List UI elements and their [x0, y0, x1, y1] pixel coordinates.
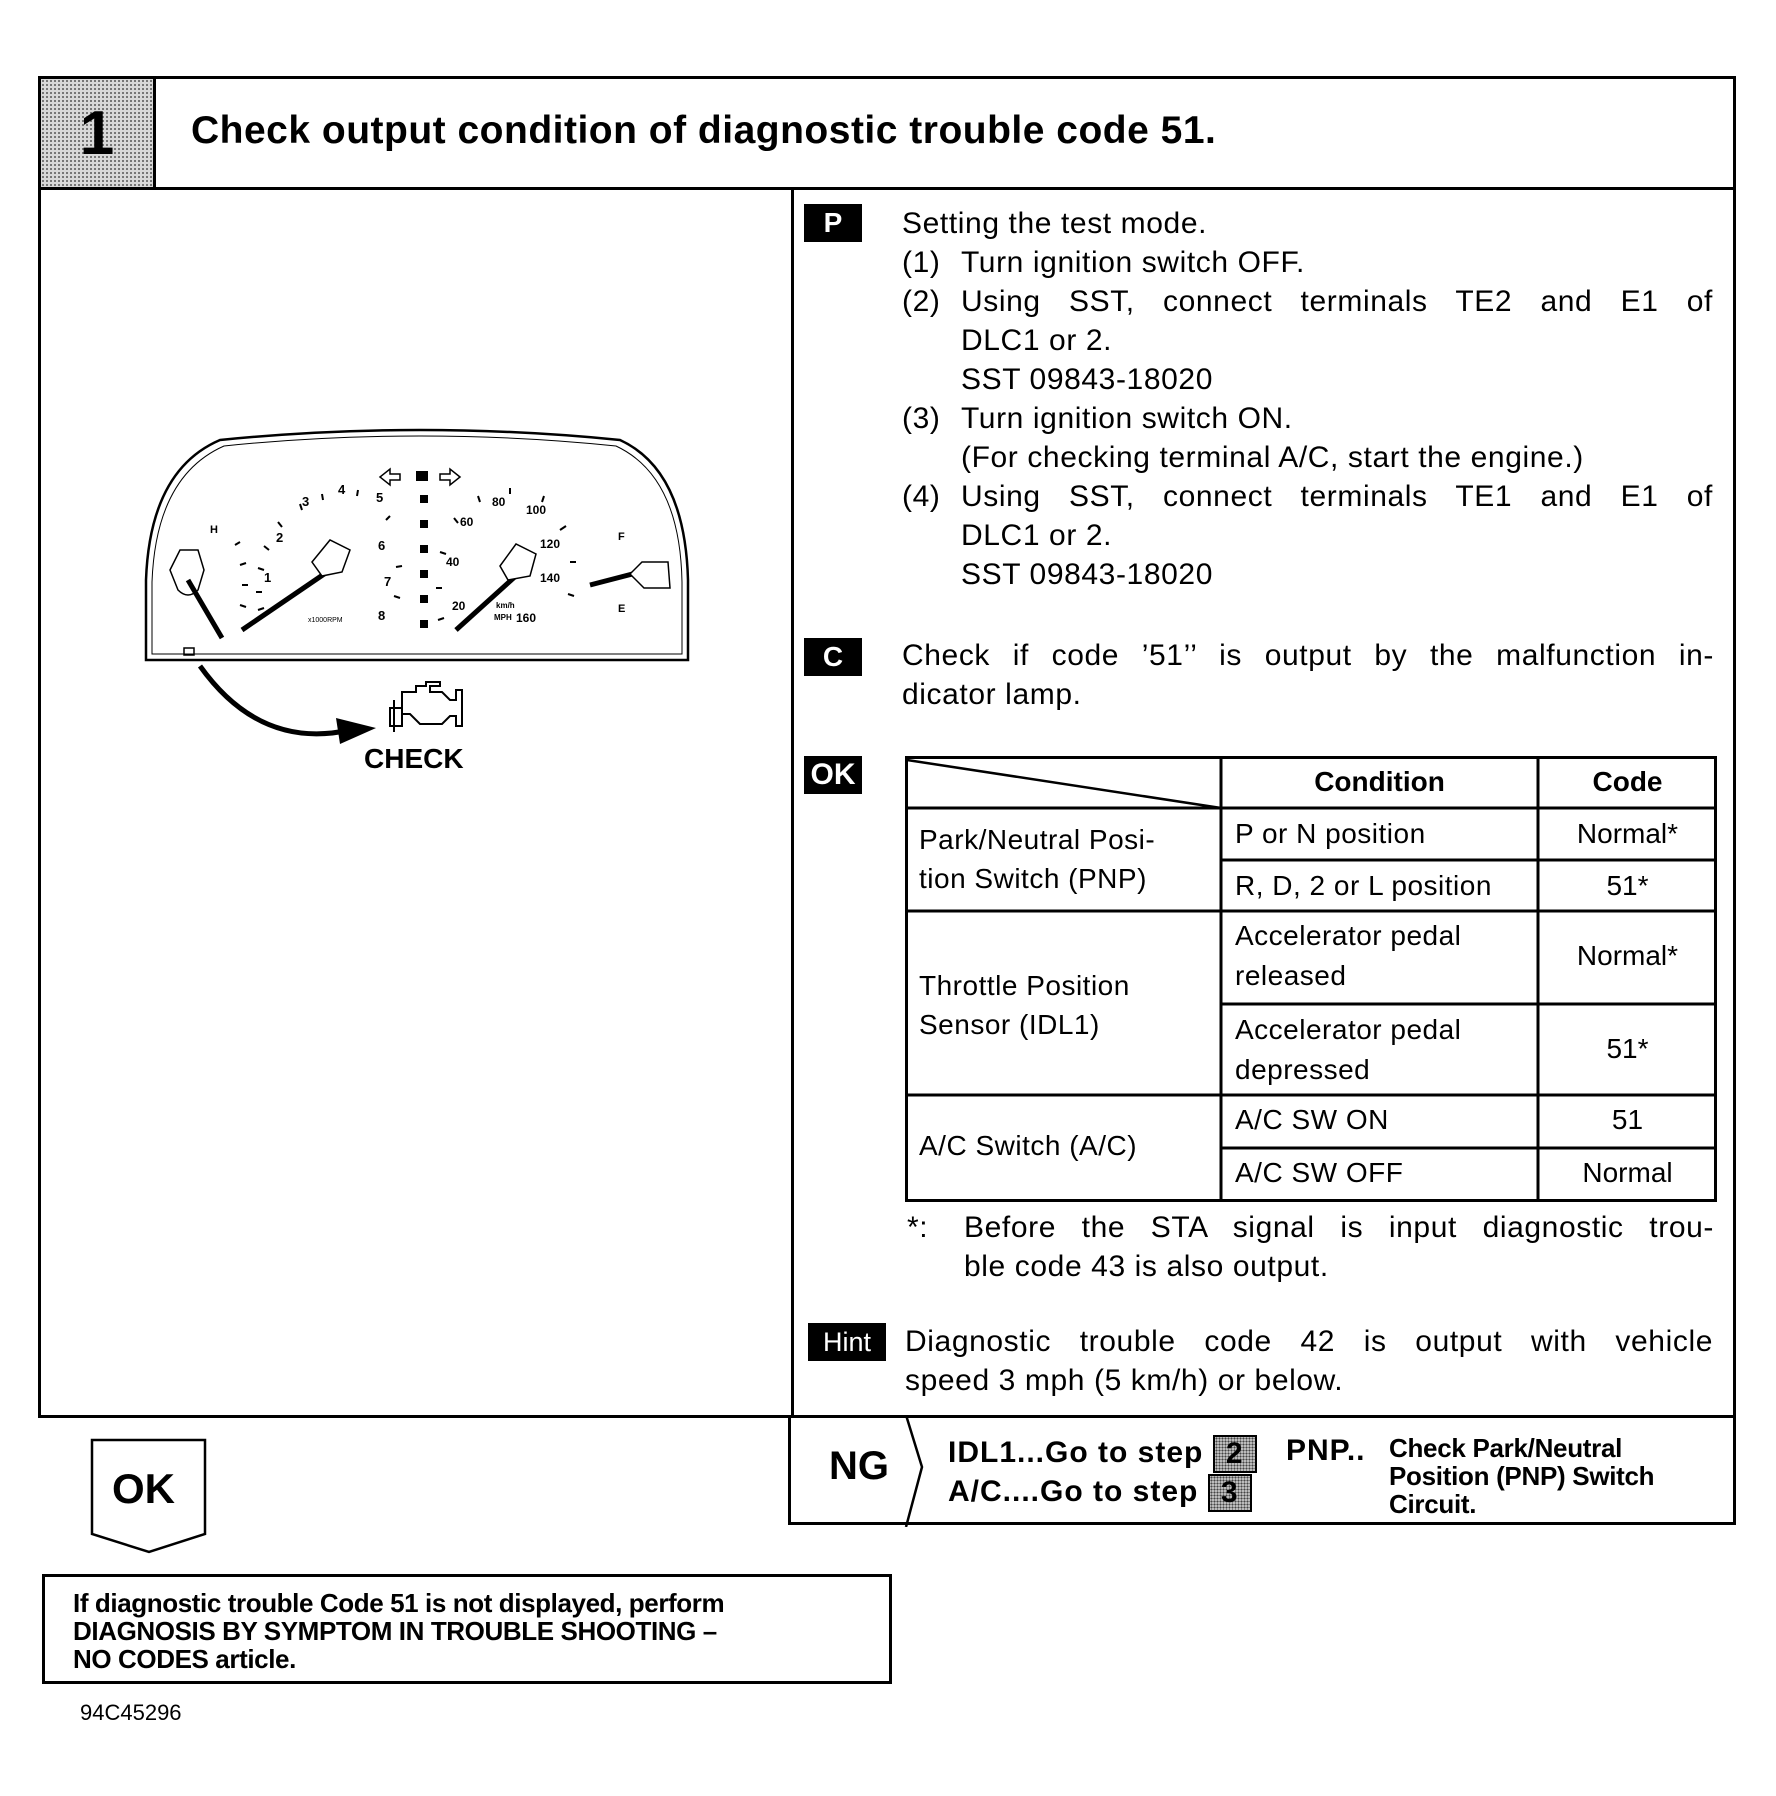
svg-text:7: 7	[384, 574, 392, 589]
group-ac-name: A/C Switch (A/C)	[919, 1130, 1138, 1161]
ng-actions	[948, 1434, 1257, 1512]
svg-text:E: E	[618, 603, 626, 615]
instrument-cluster-illustration	[140, 330, 700, 800]
turn-left-icon	[380, 469, 400, 485]
ng-label: NG	[829, 1444, 889, 1488]
footnote-mark: *:	[907, 1211, 929, 1244]
check-badge: C	[804, 638, 862, 676]
svg-text:6: 6	[378, 538, 386, 553]
svg-text:x1000RPM: x1000RPM	[308, 617, 343, 624]
step-4-text: Using SST, connect terminals TE1 and E1 of	[961, 480, 1713, 513]
arrow-icon	[336, 718, 376, 744]
svg-text:120: 120	[540, 537, 561, 551]
goto-step-2-link[interactable]: 2	[1213, 1435, 1257, 1473]
instrument-cluster-figure	[140, 330, 700, 805]
ok-result-label: OK	[112, 1465, 175, 1512]
step-number: 1	[41, 79, 156, 187]
step-2-num: (2)	[902, 285, 941, 318]
hint-text: Diagnostic trouble code 42 is output with vehicle	[905, 1325, 1713, 1358]
svg-text:60: 60	[460, 515, 474, 529]
code-rd2l: 51*	[1606, 870, 1649, 901]
cond-rd2l: R, D, 2 or L position	[1235, 870, 1492, 901]
svg-text:5: 5	[376, 490, 384, 505]
group-pnp-name: Park/Neutral Posi- tion Switch (PNP)	[919, 824, 1156, 894]
step-4-num: (4)	[902, 480, 941, 513]
header-code: Code	[1592, 766, 1663, 797]
ng-pnp-label: PNP..	[1286, 1434, 1366, 1467]
code-pedal-released: Normal*	[1576, 940, 1679, 971]
step-1-num: (1)	[902, 246, 941, 279]
svg-text:H: H	[210, 524, 218, 536]
figure-code: 94C45296	[80, 1700, 182, 1725]
step-3-num: (3)	[902, 402, 941, 435]
step-4-sst: SST 09843-18020	[961, 558, 1213, 591]
gear-indicator	[420, 495, 428, 628]
column-divider	[791, 187, 794, 1415]
hint-text-2: speed 3 mph (5 km/h) or below.	[905, 1364, 1344, 1397]
code-ac-off: Normal	[1582, 1157, 1673, 1188]
ng-ac-text: A/C....Go to step	[948, 1475, 1199, 1509]
procedure-badge: P	[804, 204, 862, 242]
cond-ac-off: A/C SW OFF	[1235, 1157, 1404, 1188]
svg-text:3: 3	[302, 494, 310, 509]
svg-text:80: 80	[492, 495, 506, 509]
svg-text:4: 4	[338, 482, 346, 497]
cond-ac-on: A/C SW ON	[1235, 1104, 1389, 1135]
code-p-or-n: Normal*	[1576, 818, 1679, 849]
svg-text:1: 1	[264, 570, 272, 585]
ng-idl1-text: IDL1...Go to step	[948, 1436, 1204, 1469]
svg-text:20: 20	[452, 599, 466, 613]
dtc-table	[905, 756, 1717, 1202]
step-2-text-2: DLC1 or 2.	[961, 324, 1113, 357]
cond-p-or-n: P or N position	[1235, 818, 1426, 849]
step-3-note: (For checking terminal A/C, start the engine.)	[961, 441, 1584, 474]
notice-box	[42, 1574, 892, 1684]
svg-text:2: 2	[276, 530, 284, 545]
step-3-text: Turn ignition switch ON.	[961, 402, 1293, 435]
step-2-sst: SST 09843-18020	[961, 363, 1213, 396]
svg-text:MPH: MPH	[494, 613, 512, 622]
hint-badge: Hint	[808, 1323, 886, 1361]
code-pedal-depressed: 51*	[1606, 1033, 1649, 1064]
ng-result-box	[788, 1415, 1736, 1525]
step-1-text: Turn ignition switch OFF.	[961, 246, 1305, 279]
check-text: Check if code ’51’’ is output by the malfunction in-	[902, 639, 1714, 672]
cond-pedal-released: Accelerator pedal released	[1235, 920, 1462, 991]
ng-pnp-action: Check Park/Neutral Position (PNP) Switch Circuit.	[1389, 1433, 1655, 1519]
step-title: Check output condition of diagnostic trouble code 51.	[191, 109, 1217, 152]
header-condition: Condition	[1314, 766, 1445, 797]
ok-badge: OK	[804, 756, 862, 794]
cond-pedal-depressed: Accelerator pedal depressed	[1235, 1014, 1462, 1085]
step-2-text: Using SST, connect terminals TE2 and E1 of	[961, 285, 1713, 318]
svg-text:F: F	[618, 531, 625, 543]
svg-text:8: 8	[378, 608, 386, 623]
check-text-2: dicator lamp.	[902, 678, 1082, 711]
svg-text:140: 140	[540, 571, 561, 585]
check-label: CHECK	[364, 743, 464, 774]
step-header	[38, 76, 1736, 190]
svg-text:160: 160	[516, 611, 537, 625]
step-4-text-2: DLC1 or 2.	[961, 519, 1113, 552]
footnote-text: Before the STA signal is input diagnostic trou-	[964, 1211, 1714, 1244]
footnote-text-2: ble code 43 is also output.	[964, 1250, 1329, 1283]
code-ac-on: 51	[1611, 1104, 1644, 1135]
svg-text:40: 40	[446, 555, 460, 569]
notice-text: If diagnostic trouble Code 51 is not displayed, perform DIAGNOSIS BY SYMPTOM IN TROUBLE SHOOTING – NO CODES article.	[73, 1588, 725, 1674]
procedure-intro: Setting the test mode.	[902, 207, 1208, 240]
turn-right-icon	[440, 469, 460, 485]
goto-step-3-link[interactable]: 3	[1208, 1474, 1252, 1512]
check-engine-icon	[390, 682, 462, 732]
group-idl1-name: Throttle Position Sensor (IDL1)	[919, 970, 1130, 1040]
svg-text:100: 100	[526, 503, 547, 517]
svg-text:km/h: km/h	[496, 601, 515, 610]
